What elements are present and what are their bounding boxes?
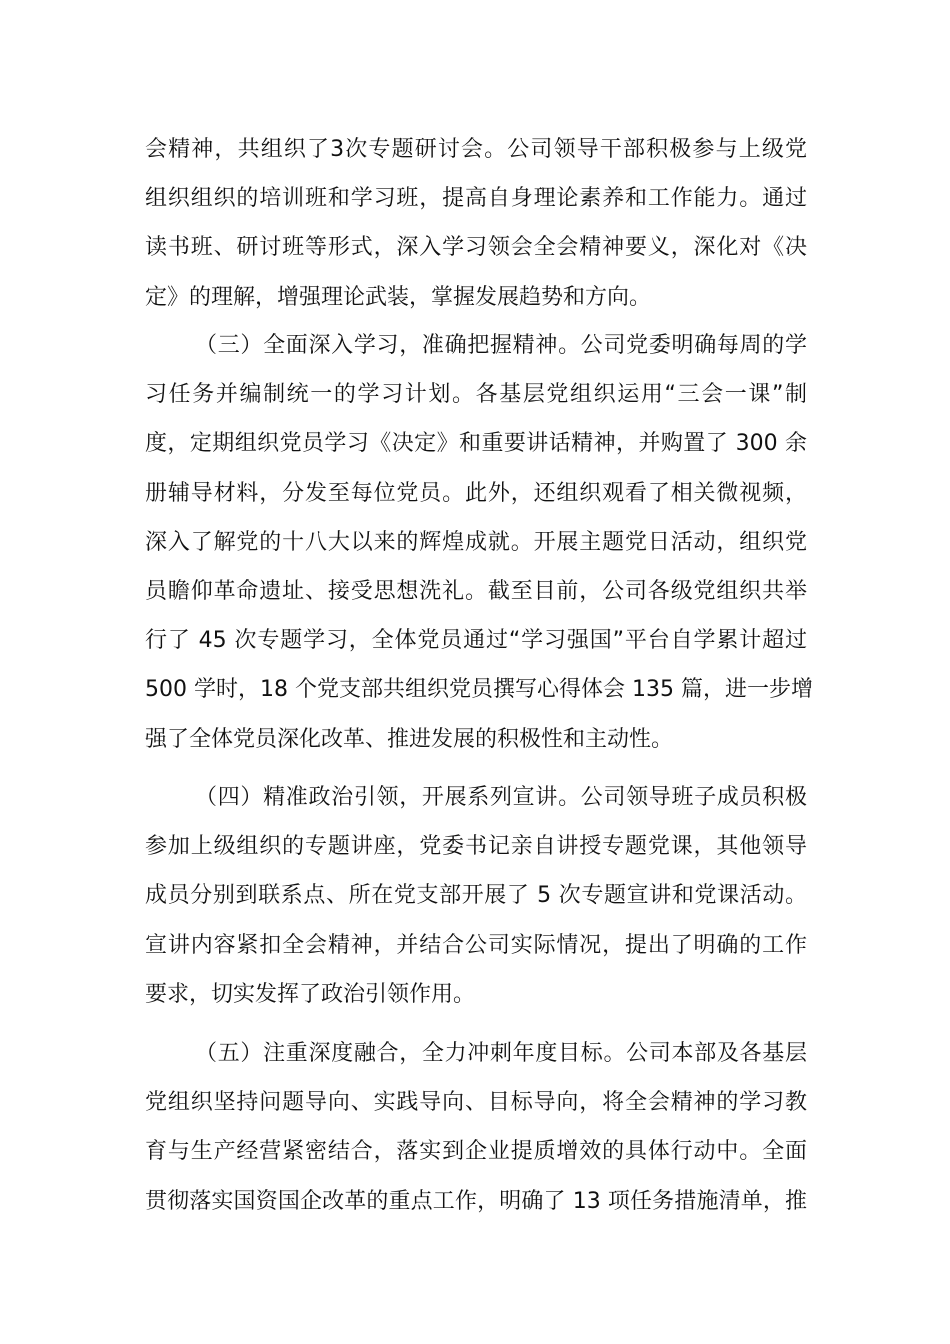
paragraph-1-line: 读书班、研讨班等形式，深入学习领会全会精神要义，深化对《决 bbox=[145, 235, 807, 261]
paragraph-4-line: （五）注重深度融合，全力冲刺年度目标。公司本部及各基层 bbox=[195, 1041, 807, 1066]
paragraph-1-line: 定》的理解，增强理论武装，掌握发展趋势和方向。 bbox=[145, 284, 652, 310]
paragraph-2-line: 习任务并编制统一的学习计划。各基层党组织运用“三会一课”制 bbox=[145, 382, 807, 408]
paragraph-3-line: （四）精准政治引领，开展系列宣讲。公司领导班子成员积极 bbox=[195, 785, 807, 810]
paragraph-2-line: 500 学时，18 个党支部共组织党员撰写心得体会 135 篇，进一步增 bbox=[145, 677, 813, 703]
paragraph-2-line: 度，定期组织党员学习《决定》和重要讲话精神，并购置了 300 余 bbox=[145, 431, 807, 457]
paragraph-2-line: 册辅导材料，分发至每位党员。此外，还组织观看了相关微视频， bbox=[145, 480, 807, 506]
paragraph-3-line: 宣讲内容紧扣全会精神，并结合公司实际情况，提出了明确的工作 bbox=[145, 932, 807, 958]
paragraph-3-line: 要求，切实发挥了政治引领作用。 bbox=[145, 981, 476, 1007]
paragraph-3-line: 参加上级组织的专题讲座，党委书记亲自讲授专题党课，其他领导 bbox=[145, 834, 807, 860]
paragraph-3-line: 成员分别到联系点、所在党支部开展了 5 次专题宣讲和党课活动。 bbox=[145, 883, 807, 909]
paragraph-4-line: 育与生产经营紧密结合，落实到企业提质增效的具体行动中。全面 bbox=[145, 1139, 807, 1165]
paragraph-2-line: 员瞻仰革命遗址、接受思想洗礼。截至目前，公司各级党组织共举 bbox=[145, 579, 807, 604]
paragraph-1-line: 会精神，共组织了3次专题研讨会。公司领导干部积极参与上级党 bbox=[145, 137, 807, 162]
paragraph-2-line: 强了全体党员深化改革、推进发展的积极性和主动性。 bbox=[145, 726, 674, 752]
paragraph-1-line: 组织组织的培训班和学习班，提高自身理论素养和工作能力。通过 bbox=[145, 186, 807, 212]
paragraph-2-line: （三）全面深入学习，准确把握精神。公司党委明确每周的学 bbox=[195, 333, 807, 358]
paragraph-4-line: 贯彻落实国资国企改革的重点工作，明确了 13 项任务措施清单，推 bbox=[145, 1188, 807, 1214]
paragraph-2-line: 行了 45 次专题学习，全体党员通过“学习强国”平台自学累计超过 bbox=[145, 628, 807, 654]
paragraph-4-line: 党组织坚持问题导向、实践导向、目标导向，将全会精神的学习教 bbox=[145, 1090, 807, 1116]
paragraph-2-line: 深入了解党的十八大以来的辉煌成就。开展主题党日活动，组织党 bbox=[145, 529, 807, 555]
